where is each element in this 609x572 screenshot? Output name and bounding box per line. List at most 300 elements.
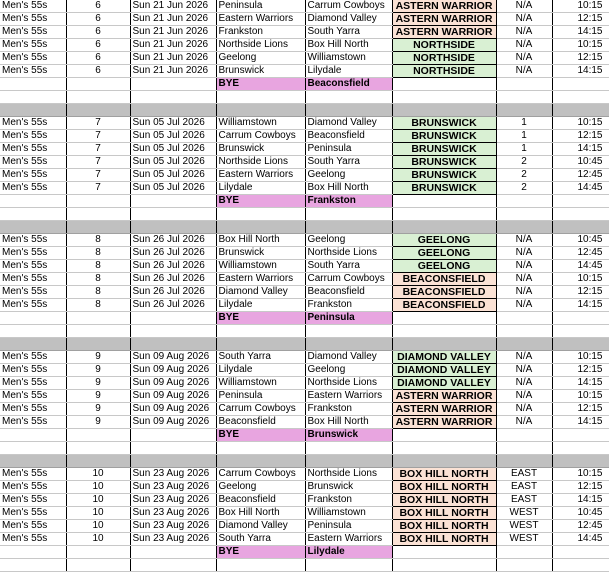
empty-cell[interactable]	[66, 559, 130, 572]
host-venue-cell[interactable]: DIAMOND VALLEY	[392, 364, 496, 377]
empty-cell[interactable]	[496, 195, 552, 208]
host-venue-cell[interactable]: GEELONG	[392, 260, 496, 273]
court-cell[interactable]: 1	[496, 130, 552, 143]
empty-cell[interactable]	[130, 78, 216, 91]
round-cell[interactable]: 9	[66, 364, 130, 377]
date-cell[interactable]: Sun 21 Jun 2026	[130, 39, 216, 52]
host-venue-cell[interactable]: BOX HILL NORTH	[392, 468, 496, 481]
date-cell[interactable]: Sun 21 Jun 2026	[130, 26, 216, 39]
empty-cell[interactable]	[66, 104, 130, 117]
host-venue-cell[interactable]: BRUNSWICK	[392, 143, 496, 156]
empty-cell[interactable]	[552, 104, 609, 117]
host-venue-cell[interactable]: BOX HILL NORTH	[392, 481, 496, 494]
home-team-cell[interactable]: Brunswick	[216, 247, 305, 260]
away-team-cell[interactable]: Geelong	[305, 169, 392, 182]
empty-cell[interactable]	[552, 91, 609, 104]
court-cell[interactable]: N/A	[496, 39, 552, 52]
grade-cell[interactable]: Men's 55s	[0, 247, 66, 260]
away-team-cell[interactable]: Peninsula	[305, 520, 392, 533]
grade-cell[interactable]: Men's 55s	[0, 39, 66, 52]
time-cell[interactable]: 14:15	[552, 299, 609, 312]
round-cell[interactable]: 9	[66, 377, 130, 390]
host-venue-cell[interactable]: NORTHSIDE	[392, 52, 496, 65]
home-team-cell[interactable]: Carrum Cowboys	[216, 403, 305, 416]
empty-cell[interactable]	[392, 338, 496, 351]
grade-cell[interactable]: Men's 55s	[0, 364, 66, 377]
empty-cell[interactable]	[0, 78, 66, 91]
time-cell[interactable]: 12:15	[552, 52, 609, 65]
away-team-cell[interactable]: Williamstown	[305, 507, 392, 520]
away-team-cell[interactable]: Peninsula	[305, 143, 392, 156]
round-cell[interactable]: 10	[66, 507, 130, 520]
time-cell[interactable]: 12:15	[552, 481, 609, 494]
empty-cell[interactable]	[216, 455, 305, 468]
away-team-cell[interactable]: South Yarra	[305, 260, 392, 273]
court-cell[interactable]: 1	[496, 117, 552, 130]
away-team-cell[interactable]: Northside Lions	[305, 247, 392, 260]
away-team-cell[interactable]: Brunswick	[305, 481, 392, 494]
round-cell[interactable]: 6	[66, 26, 130, 39]
empty-cell[interactable]	[392, 429, 496, 442]
empty-cell[interactable]	[496, 325, 552, 338]
empty-cell[interactable]	[496, 442, 552, 455]
date-cell[interactable]: Sun 21 Jun 2026	[130, 65, 216, 78]
host-venue-cell[interactable]: NORTHSIDE	[392, 65, 496, 78]
grade-cell[interactable]: Men's 55s	[0, 273, 66, 286]
empty-cell[interactable]	[0, 546, 66, 559]
court-cell[interactable]: N/A	[496, 52, 552, 65]
host-venue-cell[interactable]: ASTERN WARRIOR	[392, 0, 496, 13]
time-cell[interactable]: 10:15	[552, 468, 609, 481]
bye-team-cell[interactable]: Beaconsfield	[305, 78, 392, 91]
date-cell[interactable]: Sun 23 Aug 2026	[130, 468, 216, 481]
date-cell[interactable]: Sun 26 Jul 2026	[130, 273, 216, 286]
court-cell[interactable]: N/A	[496, 364, 552, 377]
empty-cell[interactable]	[130, 559, 216, 572]
empty-cell[interactable]	[0, 208, 66, 221]
date-cell[interactable]: Sun 23 Aug 2026	[130, 494, 216, 507]
time-cell[interactable]: 10:15	[552, 351, 609, 364]
host-venue-cell[interactable]: ASTERN WARRIOR	[392, 26, 496, 39]
empty-cell[interactable]	[552, 78, 609, 91]
empty-cell[interactable]	[552, 559, 609, 572]
court-cell[interactable]: N/A	[496, 247, 552, 260]
court-cell[interactable]: EAST	[496, 494, 552, 507]
empty-cell[interactable]	[392, 91, 496, 104]
empty-cell[interactable]	[496, 221, 552, 234]
empty-cell[interactable]	[496, 78, 552, 91]
host-venue-cell[interactable]: DIAMOND VALLEY	[392, 377, 496, 390]
date-cell[interactable]: Sun 26 Jul 2026	[130, 234, 216, 247]
empty-cell[interactable]	[392, 208, 496, 221]
host-venue-cell[interactable]: BOX HILL NORTH	[392, 533, 496, 546]
round-cell[interactable]: 7	[66, 143, 130, 156]
court-cell[interactable]: N/A	[496, 260, 552, 273]
grade-cell[interactable]: Men's 55s	[0, 351, 66, 364]
grade-cell[interactable]: Men's 55s	[0, 143, 66, 156]
home-team-cell[interactable]: South Yarra	[216, 533, 305, 546]
round-cell[interactable]: 9	[66, 416, 130, 429]
empty-cell[interactable]	[305, 325, 392, 338]
date-cell[interactable]: Sun 05 Jul 2026	[130, 117, 216, 130]
empty-cell[interactable]	[0, 104, 66, 117]
date-cell[interactable]: Sun 05 Jul 2026	[130, 143, 216, 156]
empty-cell[interactable]	[216, 208, 305, 221]
court-cell[interactable]: N/A	[496, 273, 552, 286]
empty-cell[interactable]	[496, 338, 552, 351]
grade-cell[interactable]: Men's 55s	[0, 65, 66, 78]
home-team-cell[interactable]: Diamond Valley	[216, 520, 305, 533]
round-cell[interactable]: 7	[66, 182, 130, 195]
date-cell[interactable]: Sun 09 Aug 2026	[130, 364, 216, 377]
home-team-cell[interactable]: Carrum Cowboys	[216, 130, 305, 143]
time-cell[interactable]: 10:45	[552, 507, 609, 520]
empty-cell[interactable]	[0, 195, 66, 208]
empty-cell[interactable]	[392, 559, 496, 572]
time-cell[interactable]: 14:15	[552, 494, 609, 507]
home-team-cell[interactable]: Williamstown	[216, 117, 305, 130]
host-venue-cell[interactable]: GEELONG	[392, 247, 496, 260]
round-cell[interactable]: 10	[66, 533, 130, 546]
time-cell[interactable]: 10:15	[552, 39, 609, 52]
round-cell[interactable]: 7	[66, 130, 130, 143]
empty-cell[interactable]	[392, 455, 496, 468]
away-team-cell[interactable]: Eastern Warriors	[305, 533, 392, 546]
round-cell[interactable]: 9	[66, 390, 130, 403]
bye-label-cell[interactable]: BYE	[216, 429, 305, 442]
home-team-cell[interactable]: Geelong	[216, 52, 305, 65]
empty-cell[interactable]	[66, 338, 130, 351]
time-cell[interactable]: 14:15	[552, 143, 609, 156]
grade-cell[interactable]: Men's 55s	[0, 507, 66, 520]
home-team-cell[interactable]: Beaconsfield	[216, 494, 305, 507]
date-cell[interactable]: Sun 09 Aug 2026	[130, 377, 216, 390]
grade-cell[interactable]: Men's 55s	[0, 117, 66, 130]
date-cell[interactable]: Sun 09 Aug 2026	[130, 351, 216, 364]
empty-cell[interactable]	[216, 221, 305, 234]
home-team-cell[interactable]: Geelong	[216, 481, 305, 494]
round-cell[interactable]: 9	[66, 351, 130, 364]
host-venue-cell[interactable]: NORTHSIDE	[392, 39, 496, 52]
empty-cell[interactable]	[496, 559, 552, 572]
empty-cell[interactable]	[66, 429, 130, 442]
away-team-cell[interactable]: Frankston	[305, 299, 392, 312]
home-team-cell[interactable]: Eastern Warriors	[216, 13, 305, 26]
empty-cell[interactable]	[130, 546, 216, 559]
empty-cell[interactable]	[130, 442, 216, 455]
round-cell[interactable]: 6	[66, 0, 130, 13]
away-team-cell[interactable]: Northside Lions	[305, 377, 392, 390]
empty-cell[interactable]	[216, 338, 305, 351]
empty-cell[interactable]	[496, 455, 552, 468]
home-team-cell[interactable]: Peninsula	[216, 390, 305, 403]
empty-cell[interactable]	[305, 91, 392, 104]
bye-team-cell[interactable]: Brunswick	[305, 429, 392, 442]
court-cell[interactable]: WEST	[496, 533, 552, 546]
date-cell[interactable]: Sun 21 Jun 2026	[130, 52, 216, 65]
grade-cell[interactable]: Men's 55s	[0, 234, 66, 247]
time-cell[interactable]: 10:15	[552, 117, 609, 130]
court-cell[interactable]: N/A	[496, 13, 552, 26]
empty-cell[interactable]	[66, 455, 130, 468]
empty-cell[interactable]	[552, 312, 609, 325]
home-team-cell[interactable]: South Yarra	[216, 351, 305, 364]
round-cell[interactable]: 8	[66, 247, 130, 260]
empty-cell[interactable]	[0, 91, 66, 104]
time-cell[interactable]: 12:15	[552, 403, 609, 416]
time-cell[interactable]: 14:45	[552, 260, 609, 273]
away-team-cell[interactable]: Geelong	[305, 234, 392, 247]
time-cell[interactable]: 10:15	[552, 273, 609, 286]
date-cell[interactable]: Sun 21 Jun 2026	[130, 0, 216, 13]
bye-label-cell[interactable]: BYE	[216, 312, 305, 325]
court-cell[interactable]: N/A	[496, 65, 552, 78]
empty-cell[interactable]	[552, 221, 609, 234]
host-venue-cell[interactable]: BRUNSWICK	[392, 117, 496, 130]
grade-cell[interactable]: Men's 55s	[0, 169, 66, 182]
round-cell[interactable]: 7	[66, 169, 130, 182]
away-team-cell[interactable]: Northside Lions	[305, 468, 392, 481]
empty-cell[interactable]	[66, 78, 130, 91]
empty-cell[interactable]	[0, 429, 66, 442]
empty-cell[interactable]	[305, 559, 392, 572]
time-cell[interactable]: 10:15	[552, 390, 609, 403]
court-cell[interactable]: N/A	[496, 390, 552, 403]
empty-cell[interactable]	[66, 546, 130, 559]
bye-label-cell[interactable]: BYE	[216, 195, 305, 208]
date-cell[interactable]: Sun 21 Jun 2026	[130, 13, 216, 26]
empty-cell[interactable]	[552, 429, 609, 442]
empty-cell[interactable]	[552, 546, 609, 559]
away-team-cell[interactable]: Eastern Warriors	[305, 390, 392, 403]
host-venue-cell[interactable]: ASTERN WARRIOR	[392, 403, 496, 416]
home-team-cell[interactable]: Frankston	[216, 26, 305, 39]
host-venue-cell[interactable]: BRUNSWICK	[392, 169, 496, 182]
host-venue-cell[interactable]: BEACONSFIELD	[392, 286, 496, 299]
court-cell[interactable]: N/A	[496, 286, 552, 299]
round-cell[interactable]: 8	[66, 260, 130, 273]
away-team-cell[interactable]: Geelong	[305, 364, 392, 377]
grade-cell[interactable]: Men's 55s	[0, 481, 66, 494]
empty-cell[interactable]	[0, 221, 66, 234]
time-cell[interactable]: 14:15	[552, 26, 609, 39]
away-team-cell[interactable]: Beaconsfield	[305, 286, 392, 299]
host-venue-cell[interactable]: BEACONSFIELD	[392, 299, 496, 312]
empty-cell[interactable]	[305, 104, 392, 117]
empty-cell[interactable]	[305, 338, 392, 351]
empty-cell[interactable]	[392, 546, 496, 559]
time-cell[interactable]: 10:45	[552, 156, 609, 169]
home-team-cell[interactable]: Carrum Cowboys	[216, 468, 305, 481]
court-cell[interactable]: 2	[496, 182, 552, 195]
empty-cell[interactable]	[0, 338, 66, 351]
date-cell[interactable]: Sun 26 Jul 2026	[130, 247, 216, 260]
away-team-cell[interactable]: Lilydale	[305, 65, 392, 78]
empty-cell[interactable]	[216, 442, 305, 455]
court-cell[interactable]: 2	[496, 156, 552, 169]
empty-cell[interactable]	[66, 195, 130, 208]
grade-cell[interactable]: Men's 55s	[0, 494, 66, 507]
time-cell[interactable]: 14:15	[552, 416, 609, 429]
empty-cell[interactable]	[66, 208, 130, 221]
empty-cell[interactable]	[0, 325, 66, 338]
time-cell[interactable]: 14:45	[552, 182, 609, 195]
round-cell[interactable]: 10	[66, 520, 130, 533]
home-team-cell[interactable]: Lilydale	[216, 299, 305, 312]
time-cell[interactable]: 12:45	[552, 169, 609, 182]
round-cell[interactable]: 10	[66, 494, 130, 507]
time-cell[interactable]: 14:15	[552, 377, 609, 390]
empty-cell[interactable]	[392, 104, 496, 117]
time-cell[interactable]: 12:15	[552, 364, 609, 377]
home-team-cell[interactable]: Northside Lions	[216, 156, 305, 169]
empty-cell[interactable]	[216, 325, 305, 338]
grade-cell[interactable]: Men's 55s	[0, 52, 66, 65]
host-venue-cell[interactable]: BRUNSWICK	[392, 130, 496, 143]
empty-cell[interactable]	[216, 104, 305, 117]
date-cell[interactable]: Sun 23 Aug 2026	[130, 507, 216, 520]
grade-cell[interactable]: Men's 55s	[0, 130, 66, 143]
away-team-cell[interactable]: Box Hill North	[305, 39, 392, 52]
empty-cell[interactable]	[130, 104, 216, 117]
grade-cell[interactable]: Men's 55s	[0, 0, 66, 13]
court-cell[interactable]: 2	[496, 169, 552, 182]
empty-cell[interactable]	[130, 221, 216, 234]
grade-cell[interactable]: Men's 55s	[0, 403, 66, 416]
empty-cell[interactable]	[130, 195, 216, 208]
time-cell[interactable]: 12:15	[552, 13, 609, 26]
date-cell[interactable]: Sun 05 Jul 2026	[130, 130, 216, 143]
grade-cell[interactable]: Men's 55s	[0, 260, 66, 273]
date-cell[interactable]: Sun 09 Aug 2026	[130, 416, 216, 429]
time-cell[interactable]: 14:45	[552, 533, 609, 546]
court-cell[interactable]: N/A	[496, 26, 552, 39]
away-team-cell[interactable]: Carrum Cowboys	[305, 273, 392, 286]
grade-cell[interactable]: Men's 55s	[0, 286, 66, 299]
away-team-cell[interactable]: Frankston	[305, 403, 392, 416]
round-cell[interactable]: 7	[66, 117, 130, 130]
away-team-cell[interactable]: Beaconsfield	[305, 130, 392, 143]
time-cell[interactable]: 10:45	[552, 234, 609, 247]
empty-cell[interactable]	[496, 429, 552, 442]
empty-cell[interactable]	[305, 221, 392, 234]
empty-cell[interactable]	[130, 455, 216, 468]
time-cell[interactable]: 12:15	[552, 130, 609, 143]
empty-cell[interactable]	[552, 195, 609, 208]
court-cell[interactable]: N/A	[496, 0, 552, 13]
date-cell[interactable]: Sun 26 Jul 2026	[130, 286, 216, 299]
home-team-cell[interactable]: Brunswick	[216, 143, 305, 156]
date-cell[interactable]: Sun 23 Aug 2026	[130, 533, 216, 546]
grade-cell[interactable]: Men's 55s	[0, 299, 66, 312]
grade-cell[interactable]: Men's 55s	[0, 156, 66, 169]
empty-cell[interactable]	[0, 312, 66, 325]
round-cell[interactable]: 6	[66, 52, 130, 65]
time-cell[interactable]: 10:15	[552, 0, 609, 13]
empty-cell[interactable]	[130, 429, 216, 442]
host-venue-cell[interactable]: ASTERN WARRIOR	[392, 390, 496, 403]
empty-cell[interactable]	[552, 325, 609, 338]
empty-cell[interactable]	[392, 442, 496, 455]
home-team-cell[interactable]: Box Hill North	[216, 507, 305, 520]
empty-cell[interactable]	[496, 208, 552, 221]
host-venue-cell[interactable]: GEELONG	[392, 234, 496, 247]
empty-cell[interactable]	[66, 221, 130, 234]
empty-cell[interactable]	[130, 325, 216, 338]
court-cell[interactable]: EAST	[496, 468, 552, 481]
empty-cell[interactable]	[130, 208, 216, 221]
round-cell[interactable]: 6	[66, 13, 130, 26]
host-venue-cell[interactable]: BRUNSWICK	[392, 182, 496, 195]
home-team-cell[interactable]: Peninsula	[216, 0, 305, 13]
host-venue-cell[interactable]: ASTERN WARRIOR	[392, 416, 496, 429]
empty-cell[interactable]	[305, 208, 392, 221]
home-team-cell[interactable]: Williamstown	[216, 260, 305, 273]
away-team-cell[interactable]: Box Hill North	[305, 416, 392, 429]
empty-cell[interactable]	[216, 91, 305, 104]
home-team-cell[interactable]: Lilydale	[216, 182, 305, 195]
date-cell[interactable]: Sun 23 Aug 2026	[130, 520, 216, 533]
date-cell[interactable]: Sun 26 Jul 2026	[130, 260, 216, 273]
date-cell[interactable]: Sun 05 Jul 2026	[130, 182, 216, 195]
date-cell[interactable]: Sun 09 Aug 2026	[130, 390, 216, 403]
bye-label-cell[interactable]: BYE	[216, 546, 305, 559]
round-cell[interactable]: 8	[66, 234, 130, 247]
date-cell[interactable]: Sun 05 Jul 2026	[130, 156, 216, 169]
empty-cell[interactable]	[496, 546, 552, 559]
date-cell[interactable]: Sun 26 Jul 2026	[130, 299, 216, 312]
home-team-cell[interactable]: Box Hill North	[216, 234, 305, 247]
empty-cell[interactable]	[0, 559, 66, 572]
court-cell[interactable]: EAST	[496, 481, 552, 494]
grade-cell[interactable]: Men's 55s	[0, 26, 66, 39]
round-cell[interactable]: 6	[66, 65, 130, 78]
away-team-cell[interactable]: Diamond Valley	[305, 117, 392, 130]
home-team-cell[interactable]: Williamstown	[216, 377, 305, 390]
round-cell[interactable]: 7	[66, 156, 130, 169]
empty-cell[interactable]	[66, 442, 130, 455]
empty-cell[interactable]	[552, 338, 609, 351]
empty-cell[interactable]	[130, 91, 216, 104]
host-venue-cell[interactable]: DIAMOND VALLEY	[392, 351, 496, 364]
round-cell[interactable]: 8	[66, 299, 130, 312]
empty-cell[interactable]	[305, 442, 392, 455]
home-team-cell[interactable]: Diamond Valley	[216, 286, 305, 299]
empty-cell[interactable]	[130, 338, 216, 351]
time-cell[interactable]: 14:15	[552, 65, 609, 78]
time-cell[interactable]: 12:45	[552, 247, 609, 260]
empty-cell[interactable]	[552, 455, 609, 468]
empty-cell[interactable]	[552, 208, 609, 221]
round-cell[interactable]: 8	[66, 273, 130, 286]
bye-team-cell[interactable]: Frankston	[305, 195, 392, 208]
away-team-cell[interactable]: Williamstown	[305, 52, 392, 65]
away-team-cell[interactable]: Diamond Valley	[305, 351, 392, 364]
empty-cell[interactable]	[392, 312, 496, 325]
round-cell[interactable]: 10	[66, 481, 130, 494]
home-team-cell[interactable]: Lilydale	[216, 364, 305, 377]
grade-cell[interactable]: Men's 55s	[0, 390, 66, 403]
empty-cell[interactable]	[496, 104, 552, 117]
grade-cell[interactable]: Men's 55s	[0, 533, 66, 546]
empty-cell[interactable]	[0, 442, 66, 455]
bye-label-cell[interactable]: BYE	[216, 78, 305, 91]
court-cell[interactable]: N/A	[496, 377, 552, 390]
court-cell[interactable]: N/A	[496, 234, 552, 247]
empty-cell[interactable]	[130, 312, 216, 325]
court-cell[interactable]: WEST	[496, 507, 552, 520]
empty-cell[interactable]	[66, 325, 130, 338]
